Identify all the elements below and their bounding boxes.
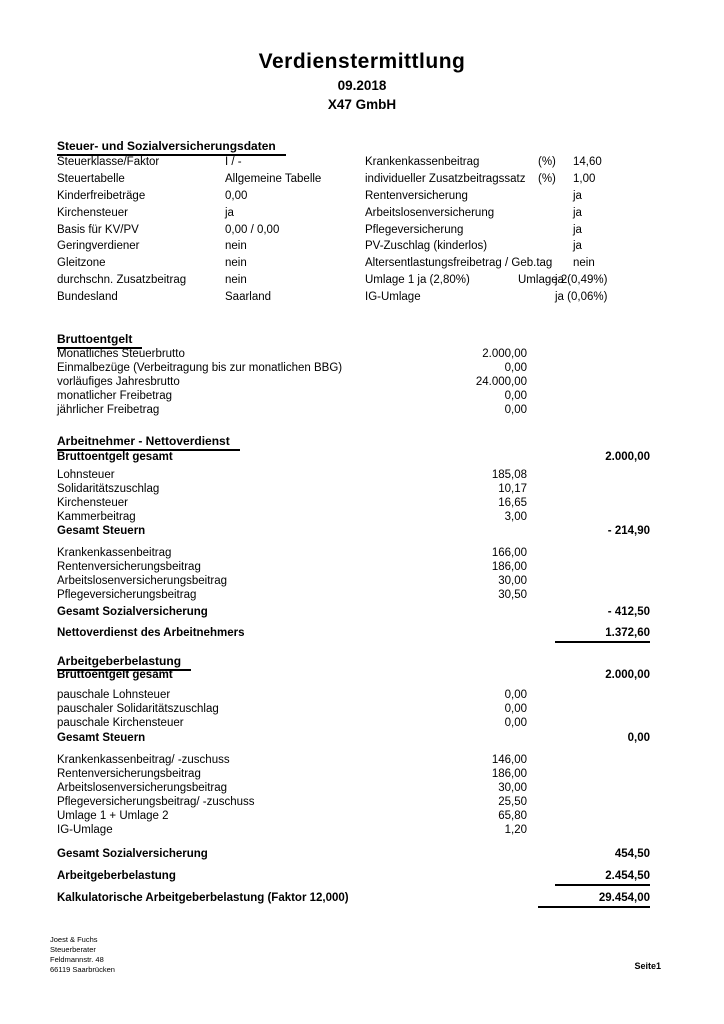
table-row xyxy=(365,205,665,222)
row-label: IG-Umlage xyxy=(57,824,113,836)
row-value: 1,00 xyxy=(573,172,596,185)
table-row-total xyxy=(57,891,650,906)
table-row xyxy=(57,546,650,561)
row-amount: 166,00 xyxy=(491,547,527,559)
table-row xyxy=(57,238,357,255)
row-value: ja xyxy=(573,189,582,202)
row-value: Allgemeine Tabelle xyxy=(225,172,322,185)
unit-label: (%) xyxy=(538,156,556,168)
row-value: ja xyxy=(573,206,582,219)
table-row xyxy=(57,767,650,782)
table-row xyxy=(57,468,650,483)
row-total: 2.454,50 xyxy=(555,869,650,886)
row-amount: 2.000,00 xyxy=(482,348,527,360)
table-row xyxy=(57,574,650,589)
row-label: Pflegeversicherungsbeitrag xyxy=(57,589,197,601)
section-heading: Arbeitgeberbelastung xyxy=(57,654,191,671)
table-row xyxy=(57,222,357,239)
row-label: Kirchensteuer xyxy=(57,206,128,219)
table-row xyxy=(57,588,650,603)
row-label: Gesamt Sozialversicherung xyxy=(57,606,208,618)
table-row xyxy=(57,255,357,272)
table-row xyxy=(57,753,650,768)
row-label: Monatliches Steuerbrutto xyxy=(57,348,185,360)
document-header xyxy=(0,50,724,112)
row-label: Arbeitgeberbelastung xyxy=(57,870,176,882)
table-row-total xyxy=(57,869,650,884)
table-row-total xyxy=(57,605,650,620)
company-name: X47 GmbH xyxy=(327,97,397,112)
row-amount: 30,00 xyxy=(498,575,527,587)
row-label: Bruttoentgelt gesamt xyxy=(57,669,173,681)
row-total: 454,50 xyxy=(614,848,650,860)
row-label: pauschale Lohnsteuer xyxy=(57,689,171,701)
row-label: Nettoverdienst des Arbeitnehmers xyxy=(57,627,245,639)
row-label: Altersentlastungsfreibetrag / Geb.tag xyxy=(365,257,553,270)
row-label: Pflegeversicherung xyxy=(365,223,464,236)
row-label: Arbeitslosenversicherungsbeitrag xyxy=(57,782,228,794)
table-row xyxy=(57,560,650,575)
table-row-umlage xyxy=(365,272,665,289)
footer-line: 66119 Saarbrücken xyxy=(50,965,115,974)
table-row-total xyxy=(57,731,650,746)
row-label: Kinderfreibeträge xyxy=(57,189,146,202)
table-row xyxy=(365,222,665,239)
row-label: Krankenkassenbeitrag/ -zuschuss xyxy=(57,754,230,766)
table-row xyxy=(57,289,357,306)
table-row xyxy=(57,347,650,362)
table-row xyxy=(365,171,665,188)
row-value: I / - xyxy=(225,156,242,168)
row-amount: 30,00 xyxy=(498,782,527,794)
section-arbeitgeberbelastung xyxy=(57,652,650,912)
footer-line: Joest & Fuchs xyxy=(50,935,98,944)
row-label: pauschaler Solidaritätszuschlag xyxy=(57,703,219,715)
row-amount: 0,00 xyxy=(504,703,527,715)
row-label: Arbeitslosenversicherung xyxy=(365,206,495,219)
row-value: ja xyxy=(573,223,582,236)
row-value: ja xyxy=(573,240,582,253)
section-bruttoentgelt xyxy=(57,330,650,425)
row-amount: 0,00 xyxy=(504,689,527,701)
table-row xyxy=(57,702,650,717)
row-amount: 0,00 xyxy=(504,390,527,402)
table-row xyxy=(57,482,650,497)
table-row xyxy=(57,188,357,205)
row-label: Krankenkassenbeitrag xyxy=(57,547,172,559)
row-label: PV-Zuschlag (kinderlos) xyxy=(365,240,488,253)
row-value: ja (0,49%) xyxy=(555,274,608,287)
table-row xyxy=(365,289,665,306)
row-total: 0,00 xyxy=(627,732,650,744)
period-label: 09.2018 xyxy=(337,78,387,93)
table-row xyxy=(365,188,665,205)
row-label: Krankenkassenbeitrag xyxy=(365,156,480,168)
row-label: individueller Zusatzbeitragssatz xyxy=(365,172,526,185)
table-row-total xyxy=(57,668,650,683)
row-amount: 0,00 xyxy=(504,404,527,416)
page-number: Seite1 xyxy=(634,961,661,971)
row-amount: 186,00 xyxy=(491,561,527,573)
steuer-sozial-right-column xyxy=(365,154,665,306)
section-heading: Arbeitnehmer - Nettoverdienst xyxy=(57,434,240,451)
footer-line: Feldmannstr. 48 xyxy=(50,955,104,964)
row-label: Rentenversicherungsbeitrag xyxy=(57,561,201,573)
section-steuer-sozialversicherungsdaten xyxy=(57,137,650,317)
row-amount: 65,80 xyxy=(498,810,527,822)
table-row xyxy=(365,154,665,171)
row-label: IG-Umlage xyxy=(365,291,421,304)
row-label: durchschn. Zusatzbeitrag xyxy=(57,274,187,287)
table-row-total xyxy=(57,626,650,641)
row-value: nein xyxy=(225,274,247,287)
footer-line: Steuerberater xyxy=(50,945,96,954)
table-row xyxy=(57,496,650,511)
table-row xyxy=(57,809,650,824)
row-amount: 146,00 xyxy=(491,754,527,766)
table-row-total xyxy=(57,524,650,539)
row-value: ja xyxy=(225,206,234,219)
table-row xyxy=(57,154,357,171)
table-row xyxy=(57,205,357,222)
table-row xyxy=(57,510,650,525)
row-label: Kammerbeitrag xyxy=(57,511,136,523)
row-total: 29.454,00 xyxy=(538,891,650,908)
table-row xyxy=(365,238,665,255)
steuer-sozial-left-column xyxy=(57,154,357,306)
row-label: vorläufiges Jahresbrutto xyxy=(57,376,180,388)
row-total: 2.000,00 xyxy=(605,451,650,463)
table-row xyxy=(57,272,357,289)
row-value: nein xyxy=(225,257,247,270)
row-label: Geringverdiener xyxy=(57,240,140,253)
row-label: Umlage 1 ja (2,80%) xyxy=(365,274,470,287)
row-label: Gesamt Steuern xyxy=(57,732,146,744)
row-value: nein xyxy=(225,240,247,253)
footer-address xyxy=(50,935,115,975)
table-row xyxy=(57,389,650,404)
row-total: 1.372,60 xyxy=(555,626,650,643)
row-label: Gleitzone xyxy=(57,257,106,270)
row-label: Kalkulatorische Arbeitgeberbelastung (Faktor 12,000) xyxy=(57,892,349,904)
row-label: Lohnsteuer xyxy=(57,469,115,481)
row-label: Pflegeversicherungsbeitrag/ -zuschuss xyxy=(57,796,255,808)
row-total: 2.000,00 xyxy=(605,669,650,681)
row-label: Arbeitslosenversicherungsbeitrag xyxy=(57,575,228,587)
table-row xyxy=(57,781,650,796)
row-label: Steuertabelle xyxy=(57,172,125,185)
row-label: jährlicher Freibetrag xyxy=(57,404,160,416)
row-label: Einmalbezüge (Verbeitragung bis zur monatlichen BBG) xyxy=(57,362,343,374)
row-amount: 30,50 xyxy=(498,589,527,601)
row-label: Steuerklasse/Faktor xyxy=(57,156,160,168)
row-label: pauschale Kirchensteuer xyxy=(57,717,184,729)
section-heading: Steuer- und Sozialversicherungsdaten xyxy=(57,139,286,156)
table-row xyxy=(57,375,650,390)
table-row xyxy=(57,361,650,376)
row-value: 14,60 xyxy=(573,156,602,168)
table-row xyxy=(57,823,650,838)
row-amount: 186,00 xyxy=(491,768,527,780)
row-amount: 10,17 xyxy=(498,483,527,495)
row-label: Bruttoentgelt gesamt xyxy=(57,451,173,463)
row-label: Solidaritätszuschlag xyxy=(57,483,160,495)
row-value: nein xyxy=(573,257,595,270)
row-label: Umlage 1 + Umlage 2 xyxy=(57,810,169,822)
row-value: 0,00 / 0,00 xyxy=(225,223,280,236)
table-row xyxy=(365,255,665,272)
row-total: - 412,50 xyxy=(607,606,650,618)
row-label: Kirchensteuer xyxy=(57,497,128,509)
row-amount: 24.000,00 xyxy=(475,376,527,388)
row-value: Saarland xyxy=(225,291,272,304)
row-label: Gesamt Steuern xyxy=(57,525,146,537)
table-row xyxy=(57,171,357,188)
table-row xyxy=(57,795,650,810)
table-row xyxy=(57,716,650,731)
table-row xyxy=(57,403,650,418)
row-value: ja (0,06%) xyxy=(555,291,608,304)
table-row xyxy=(57,688,650,703)
row-amount: 0,00 xyxy=(504,717,527,729)
row-label: Rentenversicherungsbeitrag xyxy=(57,768,201,780)
row-amount: 16,65 xyxy=(498,497,527,509)
row-amount: 0,00 xyxy=(504,362,527,374)
row-value: 0,00 xyxy=(225,189,248,202)
section-arbeitnehmer-nettoverdienst xyxy=(57,432,650,647)
row-total: - 214,90 xyxy=(607,525,650,537)
row-amount: 3,00 xyxy=(504,511,527,523)
row-amount: 1,20 xyxy=(504,824,527,836)
page-title: Verdienstermittlung xyxy=(258,50,466,73)
row-amount: 185,08 xyxy=(491,469,527,481)
row-label: Basis für KV/PV xyxy=(57,223,139,236)
row-amount: 25,50 xyxy=(498,796,527,808)
row-label: Rentenversicherung xyxy=(365,189,468,202)
row-label: Bundesland xyxy=(57,291,118,304)
row-label: Gesamt Sozialversicherung xyxy=(57,848,208,860)
row-label-2: Umlage 2 xyxy=(518,274,568,287)
table-row-total xyxy=(57,847,650,862)
table-row-total xyxy=(57,450,650,465)
section-heading: Bruttoentgelt xyxy=(57,332,142,349)
row-label: monatlicher Freibetrag xyxy=(57,390,173,402)
unit-label: (%) xyxy=(538,172,556,185)
